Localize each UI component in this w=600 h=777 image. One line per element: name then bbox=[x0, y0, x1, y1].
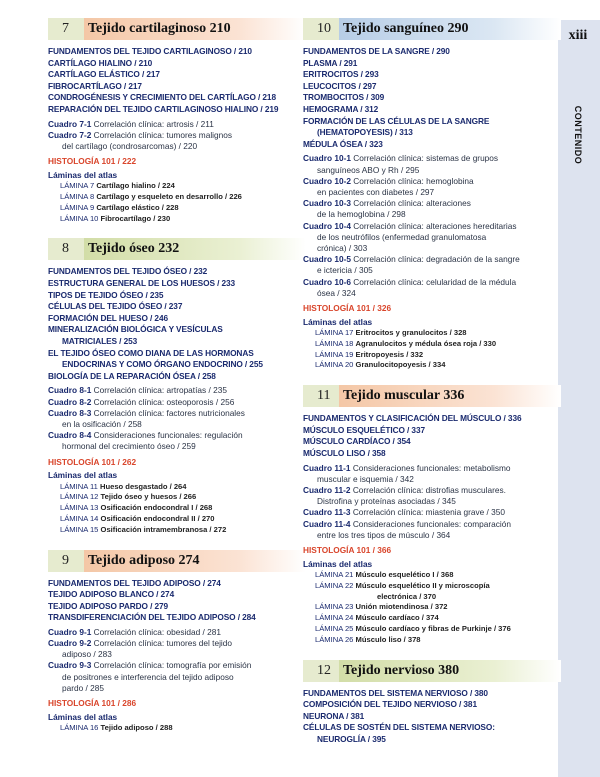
lamina-entry[interactable] bbox=[48, 525, 306, 536]
toc-entry[interactable]: PLASMA / 291 bbox=[303, 57, 358, 68]
lamina-entry[interactable] bbox=[303, 635, 561, 646]
lamina-title: Osificación endocondral I / 268 bbox=[100, 503, 213, 513]
lamina-title: Músculo esquelético I / 368 bbox=[355, 569, 454, 579]
chapter-header bbox=[48, 238, 306, 260]
chapter-title[interactable]: Tejido sanguíneo 290 bbox=[339, 18, 561, 40]
cuadro-text: Correlación clínica: tumores malignos bbox=[93, 129, 232, 140]
cuadro-text-continued: e ictericia / 305 bbox=[317, 265, 373, 276]
cuadro-list bbox=[303, 463, 561, 541]
lamina-label: LÁMINA 14 bbox=[60, 513, 99, 523]
cuadro-text: Correlación clínica: alteraciones bbox=[353, 198, 471, 209]
cuadro-label: Cuadro 8-1 bbox=[48, 385, 92, 396]
chapter-header bbox=[48, 18, 306, 40]
lamina-label: LÁMINA 7 bbox=[60, 181, 95, 191]
chapter-title[interactable]: Tejido adiposo 274 bbox=[84, 550, 306, 572]
histologia-link[interactable]: HISTOLOGÍA 101 / 326 bbox=[303, 302, 392, 313]
lamina-entry[interactable] bbox=[48, 514, 306, 525]
cuadro-entry[interactable] bbox=[48, 430, 306, 452]
atlas-heading: Láminas del atlas bbox=[48, 711, 118, 722]
cuadro-label: Cuadro 9-2 bbox=[48, 638, 92, 649]
lamina-label: LÁMINA 10 bbox=[60, 213, 99, 223]
toc-entry[interactable]: EL TEJIDO ÓSEO COMO DIANA DE LAS HORMONAS bbox=[48, 347, 254, 358]
cuadro-text: Correlación clínica: osteoporosis / 256 bbox=[93, 396, 235, 407]
cuadro-list bbox=[48, 385, 306, 452]
toc-entry[interactable]: CÉLULAS DE SOSTÉN DEL SISTEMA NERVIOSO: bbox=[303, 722, 495, 733]
lamina-title: Osificación endocondral II / 270 bbox=[100, 513, 215, 523]
cuadro-text: Correlación clínica: tumores del tejido bbox=[93, 638, 233, 649]
lamina-entry[interactable] bbox=[303, 328, 561, 339]
cuadro-entry[interactable] bbox=[303, 463, 561, 485]
toc-entry[interactable]: TIPOS DE TEJIDO ÓSEO / 235 bbox=[48, 289, 164, 300]
cuadro-text: Correlación clínica: sistemas de grupos bbox=[353, 153, 499, 164]
lamina-entry[interactable] bbox=[303, 624, 561, 635]
toc-entry[interactable]: FUNDAMENTOS DEL TEJIDO CARTILAGINOSO / 210 bbox=[48, 46, 252, 56]
toc-entry[interactable]: NEURONA / 381 bbox=[303, 710, 365, 721]
lamina-title-continued: electrónica / 370 bbox=[377, 591, 437, 601]
lamina-entry[interactable] bbox=[303, 602, 561, 613]
chapter-header bbox=[303, 18, 561, 40]
cuadro-label: Cuadro 10-4 bbox=[303, 220, 351, 231]
histologia-link[interactable]: HISTOLOGÍA 101 / 222 bbox=[48, 156, 137, 167]
chapter-title[interactable]: Tejido muscular 336 bbox=[339, 385, 561, 407]
cuadro-entry[interactable] bbox=[48, 408, 306, 430]
cuadro-label: Cuadro 7-1 bbox=[48, 118, 92, 129]
lamina-title: Músculo esquelético II y microscopía bbox=[355, 580, 490, 590]
chapter-title[interactable]: Tejido óseo 232 bbox=[84, 238, 306, 260]
lamina-title: Tejido adiposo / 288 bbox=[100, 723, 173, 733]
cuadro-entry[interactable] bbox=[48, 119, 306, 130]
cuadro-text-continued: entre los tres tipos de músculo / 364 bbox=[317, 529, 451, 540]
toc-entry[interactable]: ERITROCITOS / 293 bbox=[303, 69, 379, 80]
cuadro-entry[interactable] bbox=[48, 385, 306, 396]
toc-entry[interactable]: HEMOGRAMA / 312 bbox=[303, 103, 379, 114]
atlas-heading: Láminas del atlas bbox=[48, 169, 118, 180]
cuadro-text-continued: Distrofina y proteínas asociadas / 345 bbox=[317, 496, 456, 507]
chapter-number: 9 bbox=[48, 550, 84, 572]
cuadro-text: Correlación clínica: miastenia grave / 350 bbox=[352, 507, 505, 518]
toc-entry[interactable]: FUNDAMENTOS DEL SISTEMA NERVIOSO / 380 bbox=[303, 687, 488, 698]
lamina-entry[interactable] bbox=[48, 192, 306, 203]
cuadro-entry[interactable] bbox=[303, 485, 561, 507]
histologia-link[interactable]: HISTOLOGÍA 101 / 262 bbox=[48, 456, 137, 467]
chapter-number: 7 bbox=[48, 18, 84, 40]
cuadro-text: Correlación clínica: artrosis / 211 bbox=[93, 118, 214, 129]
chapter-section bbox=[303, 385, 561, 645]
lamina-label: LÁMINA 9 bbox=[60, 202, 95, 212]
lamina-title: Cartílago hialino / 224 bbox=[96, 181, 175, 191]
lamina-entry[interactable] bbox=[48, 482, 306, 493]
cuadro-text-continued: en la osificación / 258 bbox=[62, 418, 142, 429]
lamina-entry[interactable] bbox=[303, 613, 561, 624]
toc-entry[interactable]: FORMACIÓN DE LAS CÉLULAS DE LA SANGRE bbox=[303, 115, 490, 126]
lamina-label: LÁMINA 11 bbox=[60, 481, 98, 491]
lamina-title: Cartílago elástico / 228 bbox=[96, 202, 179, 212]
lamina-label: LÁMINA 22 bbox=[315, 580, 354, 590]
lamina-title: Granulocitopoyesis / 334 bbox=[355, 360, 446, 370]
lamina-entry[interactable] bbox=[303, 570, 561, 581]
cuadro-entry[interactable] bbox=[48, 638, 306, 660]
cuadro-text-continued: muscular e isquemia / 342 bbox=[317, 473, 414, 484]
cuadro-label: Cuadro 8-2 bbox=[48, 396, 92, 407]
toc-entry[interactable]: CONDROGÉNESIS Y CRECIMIENTO DEL CARTÍLAGO / 218 bbox=[48, 92, 276, 103]
lamina-title: Músculo cardíaco y fibras de Purkinje / 376 bbox=[355, 623, 511, 633]
lamina-title: Fibrocartílago / 230 bbox=[100, 213, 171, 223]
cuadro-label: Cuadro 10-6 bbox=[303, 276, 351, 287]
toc-entry[interactable]: TROMBOCITOS / 309 bbox=[303, 92, 385, 103]
cuadro-entry[interactable] bbox=[303, 507, 561, 518]
cuadro-text-continued: del cartílago (condrosarcomas) / 220 bbox=[62, 140, 198, 151]
atlas-heading: Láminas del atlas bbox=[303, 316, 373, 327]
toc-entry[interactable]: CARTÍLAGO HIALINO / 210 bbox=[48, 57, 153, 68]
cuadro-entry[interactable] bbox=[303, 254, 561, 276]
toc-entry[interactable]: COMPOSICIÓN DEL TEJIDO NERVIOSO / 381 bbox=[303, 699, 477, 710]
lamina-label: LÁMINA 21 bbox=[315, 569, 354, 579]
toc-entry[interactable]: FUNDAMENTOS DEL TEJIDO ÓSEO / 232 bbox=[48, 266, 208, 277]
cuadro-text: Correlación clínica: alteraciones hereditarias bbox=[353, 220, 517, 231]
lamina-entry[interactable] bbox=[48, 503, 306, 514]
lamina-entry[interactable] bbox=[303, 581, 561, 603]
lamina-label: LÁMINA 23 bbox=[315, 602, 354, 612]
cuadro-text-continued: adiposo / 283 bbox=[62, 649, 112, 660]
toc-entry[interactable]: TEJIDO ADIPOSO PARDO / 279 bbox=[48, 600, 169, 611]
lamina-label: LÁMINA 12 bbox=[60, 492, 99, 502]
chapter-number: 11 bbox=[303, 385, 339, 407]
cuadro-label: Cuadro 10-3 bbox=[303, 198, 351, 209]
cuadro-label: Cuadro 8-4 bbox=[48, 430, 92, 441]
cuadro-list bbox=[303, 153, 561, 299]
toc-entry-continued: (HEMATOPOYESIS) / 313 bbox=[317, 127, 413, 138]
cuadro-label: Cuadro 11-2 bbox=[303, 484, 351, 495]
cuadro-entry[interactable] bbox=[48, 627, 306, 638]
cuadro-text-continued: pardo / 285 bbox=[62, 682, 104, 693]
lamina-label: LÁMINA 16 bbox=[60, 723, 99, 733]
lamina-label: LÁMINA 20 bbox=[315, 360, 354, 370]
chapter-section bbox=[303, 18, 561, 371]
cuadro-text: Consideraciones funcionales: metabolismo bbox=[352, 462, 511, 473]
cuadro-text: Correlación clínica: degradación de la sangre bbox=[353, 254, 520, 265]
cuadro-entry[interactable] bbox=[303, 153, 561, 175]
toc-entry[interactable]: FUNDAMENTOS Y CLASIFICACIÓN DEL MÚSCULO / 336 bbox=[303, 413, 522, 424]
atlas-heading: Láminas del atlas bbox=[48, 470, 118, 481]
lamina-entry[interactable] bbox=[303, 350, 561, 361]
toc-entry[interactable]: TEJIDO ADIPOSO BLANCO / 274 bbox=[48, 589, 175, 600]
cuadro-list bbox=[48, 627, 306, 694]
toc-entry[interactable]: TRANSDIFERENCIACIÓN DEL TEJIDO ADIPOSO / 284 bbox=[48, 612, 256, 623]
lamina-entry[interactable] bbox=[48, 492, 306, 503]
cuadro-text: Correlación clínica: hemoglobina bbox=[353, 175, 474, 186]
cuadro-text: Correlación clínica: tomografía por emisión bbox=[93, 660, 252, 671]
cuadro-entry[interactable] bbox=[303, 221, 561, 255]
left-column bbox=[48, 18, 306, 748]
toc-entry[interactable]: CÉLULAS DEL TEJIDO ÓSEO / 237 bbox=[48, 301, 183, 312]
lamina-title: Tejido óseo y huesos / 266 bbox=[100, 492, 197, 502]
toc-entry[interactable]: MÚSCULO CARDÍACO / 354 bbox=[303, 436, 411, 447]
cuadro-text-continued: de los neutrófilos (enfermedad granulomatosa bbox=[317, 231, 487, 242]
lamina-entry[interactable] bbox=[48, 203, 306, 214]
chapter-number: 8 bbox=[48, 238, 84, 260]
toc-entry[interactable]: MÚSCULO LISO / 358 bbox=[303, 447, 386, 458]
cuadro-text-continued: hormonal del crecimiento óseo / 259 bbox=[62, 441, 196, 452]
toc-entry[interactable]: ESTRUCTURA GENERAL DE LOS HUESOS / 233 bbox=[48, 277, 236, 288]
cuadro-label: Cuadro 7-2 bbox=[48, 129, 92, 140]
lamina-entry[interactable] bbox=[303, 339, 561, 350]
lamina-title: Osificación intramembranosa / 272 bbox=[100, 524, 227, 534]
cuadro-entry[interactable] bbox=[303, 198, 561, 220]
lamina-entry[interactable] bbox=[48, 181, 306, 192]
lamina-title: Músculo cardíaco / 374 bbox=[355, 613, 439, 623]
atlas-heading: Láminas del atlas bbox=[303, 558, 373, 569]
cuadro-text: Consideraciones funcionales: regulación bbox=[93, 430, 243, 441]
page-number: xiii bbox=[568, 28, 588, 43]
cuadro-text: Correlación clínica: celularidad de la médula bbox=[353, 276, 517, 287]
cuadro-entry[interactable] bbox=[48, 130, 306, 152]
cuadro-text-continued: ósea / 324 bbox=[317, 287, 356, 298]
lamina-title: Unión miotendinosa / 372 bbox=[355, 602, 448, 612]
lamina-label: LÁMINA 13 bbox=[60, 503, 99, 513]
lamina-title: Hueso desgastado / 264 bbox=[99, 481, 187, 491]
cuadro-label: Cuadro 10-2 bbox=[303, 175, 351, 186]
toc-entry[interactable]: FORMACIÓN DEL HUESO / 246 bbox=[48, 312, 168, 323]
chapter-number: 12 bbox=[303, 660, 339, 682]
cuadro-text-continued: de positrones e interferencia del tejido adiposo bbox=[62, 671, 234, 682]
lamina-label: LÁMINA 18 bbox=[315, 338, 354, 348]
cuadro-text: Correlación clínica: obesidad / 281 bbox=[93, 626, 221, 637]
chapter-header bbox=[48, 550, 306, 572]
cuadro-text: Correlación clínica: distrofias musculares. bbox=[352, 484, 506, 495]
toc-entry[interactable]: REPARACIÓN DEL TEJIDO CARTILAGINOSO HIALINO / 219 bbox=[48, 103, 279, 114]
lamina-title: Eritrocitos y granulocitos / 328 bbox=[355, 327, 467, 337]
lamina-entry[interactable] bbox=[48, 214, 306, 225]
cuadro-label: Cuadro 9-3 bbox=[48, 660, 92, 671]
right-column bbox=[303, 18, 561, 760]
toc-entry-continued: ENDOCRINAS Y COMO ÓRGANO ENDOCRINO / 255 bbox=[62, 359, 263, 370]
cuadro-label: Cuadro 10-1 bbox=[303, 153, 351, 164]
toc-entry[interactable]: FIBROCARTÍLAGO / 217 bbox=[48, 80, 142, 91]
chapter-section bbox=[48, 238, 306, 535]
chapter-section bbox=[48, 550, 306, 734]
cuadro-text: Correlación clínica: factores nutricionales bbox=[93, 407, 245, 418]
cuadro-text-continued: crónica) / 303 bbox=[317, 242, 368, 253]
chapter-header bbox=[303, 660, 561, 682]
chapter-header bbox=[303, 385, 561, 407]
toc-entry[interactable]: FUNDAMENTOS DEL TEJIDO ADIPOSO / 274 bbox=[48, 577, 221, 588]
cuadro-label: Cuadro 11-4 bbox=[303, 518, 351, 529]
histologia-link[interactable]: HISTOLOGÍA 101 / 366 bbox=[303, 544, 392, 555]
section-label bbox=[558, 95, 598, 175]
cuadro-text: Consideraciones funcionales: comparación bbox=[352, 518, 512, 529]
cuadro-entry[interactable] bbox=[303, 277, 561, 299]
lamina-label: LÁMINA 25 bbox=[315, 623, 354, 633]
toc-entry-continued: NEUROGLÍA / 395 bbox=[317, 733, 386, 744]
cuadro-list bbox=[48, 119, 306, 153]
chapter-section bbox=[48, 18, 306, 224]
lamina-title: Cartílago y esqueleto en desarrollo / 226 bbox=[96, 191, 242, 201]
lamina-label: LÁMINA 15 bbox=[60, 524, 99, 534]
cuadro-text-continued: sanguíneos ABO y Rh / 295 bbox=[317, 164, 420, 175]
chapter-title[interactable]: Tejido nervioso 380 bbox=[339, 660, 561, 682]
lamina-label: LÁMINA 8 bbox=[60, 191, 95, 201]
chapter-number: 10 bbox=[303, 18, 339, 40]
lamina-label: LÁMINA 17 bbox=[315, 327, 354, 337]
toc-entry[interactable]: BIOLOGÍA DE LA REPARACIÓN ÓSEA / 258 bbox=[48, 370, 216, 381]
cuadro-label: Cuadro 8-3 bbox=[48, 407, 92, 418]
toc-entry[interactable]: CARTÍLAGO ELÁSTICO / 217 bbox=[48, 69, 160, 80]
lamina-title: Eritropoyesis / 332 bbox=[355, 349, 424, 359]
cuadro-entry[interactable] bbox=[303, 176, 561, 198]
lamina-label: LÁMINA 19 bbox=[315, 349, 354, 359]
toc-entry[interactable]: MINERALIZACIÓN BIOLÓGICA Y VESÍCULAS bbox=[48, 324, 223, 335]
lamina-title: Músculo liso / 378 bbox=[355, 634, 421, 644]
toc-entry[interactable]: LEUCOCITOS / 297 bbox=[303, 80, 377, 91]
chapter-section bbox=[303, 660, 561, 746]
lamina-entry[interactable] bbox=[303, 360, 561, 371]
lamina-label: LÁMINA 26 bbox=[315, 634, 354, 644]
cuadro-text: Correlación clínica: artropatías / 235 bbox=[93, 385, 227, 396]
cuadro-entry[interactable] bbox=[303, 519, 561, 541]
cuadro-entry[interactable] bbox=[48, 660, 306, 694]
section-label-text: CONTENIDO bbox=[573, 105, 583, 165]
cuadro-label: Cuadro 11-3 bbox=[303, 507, 351, 518]
toc-entry[interactable]: FUNDAMENTOS DE LA SANGRE / 290 bbox=[303, 46, 450, 56]
cuadro-entry[interactable] bbox=[48, 397, 306, 408]
cuadro-label: Cuadro 10-5 bbox=[303, 254, 351, 265]
lamina-label: LÁMINA 24 bbox=[315, 613, 354, 623]
toc-entry[interactable]: MÚSCULO ESQUELÉTICO / 337 bbox=[303, 424, 425, 435]
lamina-title: Agranulocitos y médula ósea roja / 330 bbox=[355, 338, 497, 348]
chapter-title[interactable]: Tejido cartilaginoso 210 bbox=[84, 18, 306, 40]
histologia-link[interactable]: HISTOLOGÍA 101 / 286 bbox=[48, 698, 137, 709]
cuadro-label: Cuadro 11-1 bbox=[303, 462, 351, 473]
cuadro-text-continued: de la hemoglobina / 298 bbox=[317, 209, 406, 220]
toc-entry-continued: MATRICIALES / 253 bbox=[62, 335, 138, 346]
cuadro-label: Cuadro 9-1 bbox=[48, 626, 92, 637]
cuadro-text-continued: en pacientes con diabetes / 297 bbox=[317, 186, 435, 197]
toc-entry[interactable]: MÉDULA ÓSEA / 323 bbox=[303, 138, 383, 149]
lamina-entry[interactable] bbox=[48, 723, 306, 734]
